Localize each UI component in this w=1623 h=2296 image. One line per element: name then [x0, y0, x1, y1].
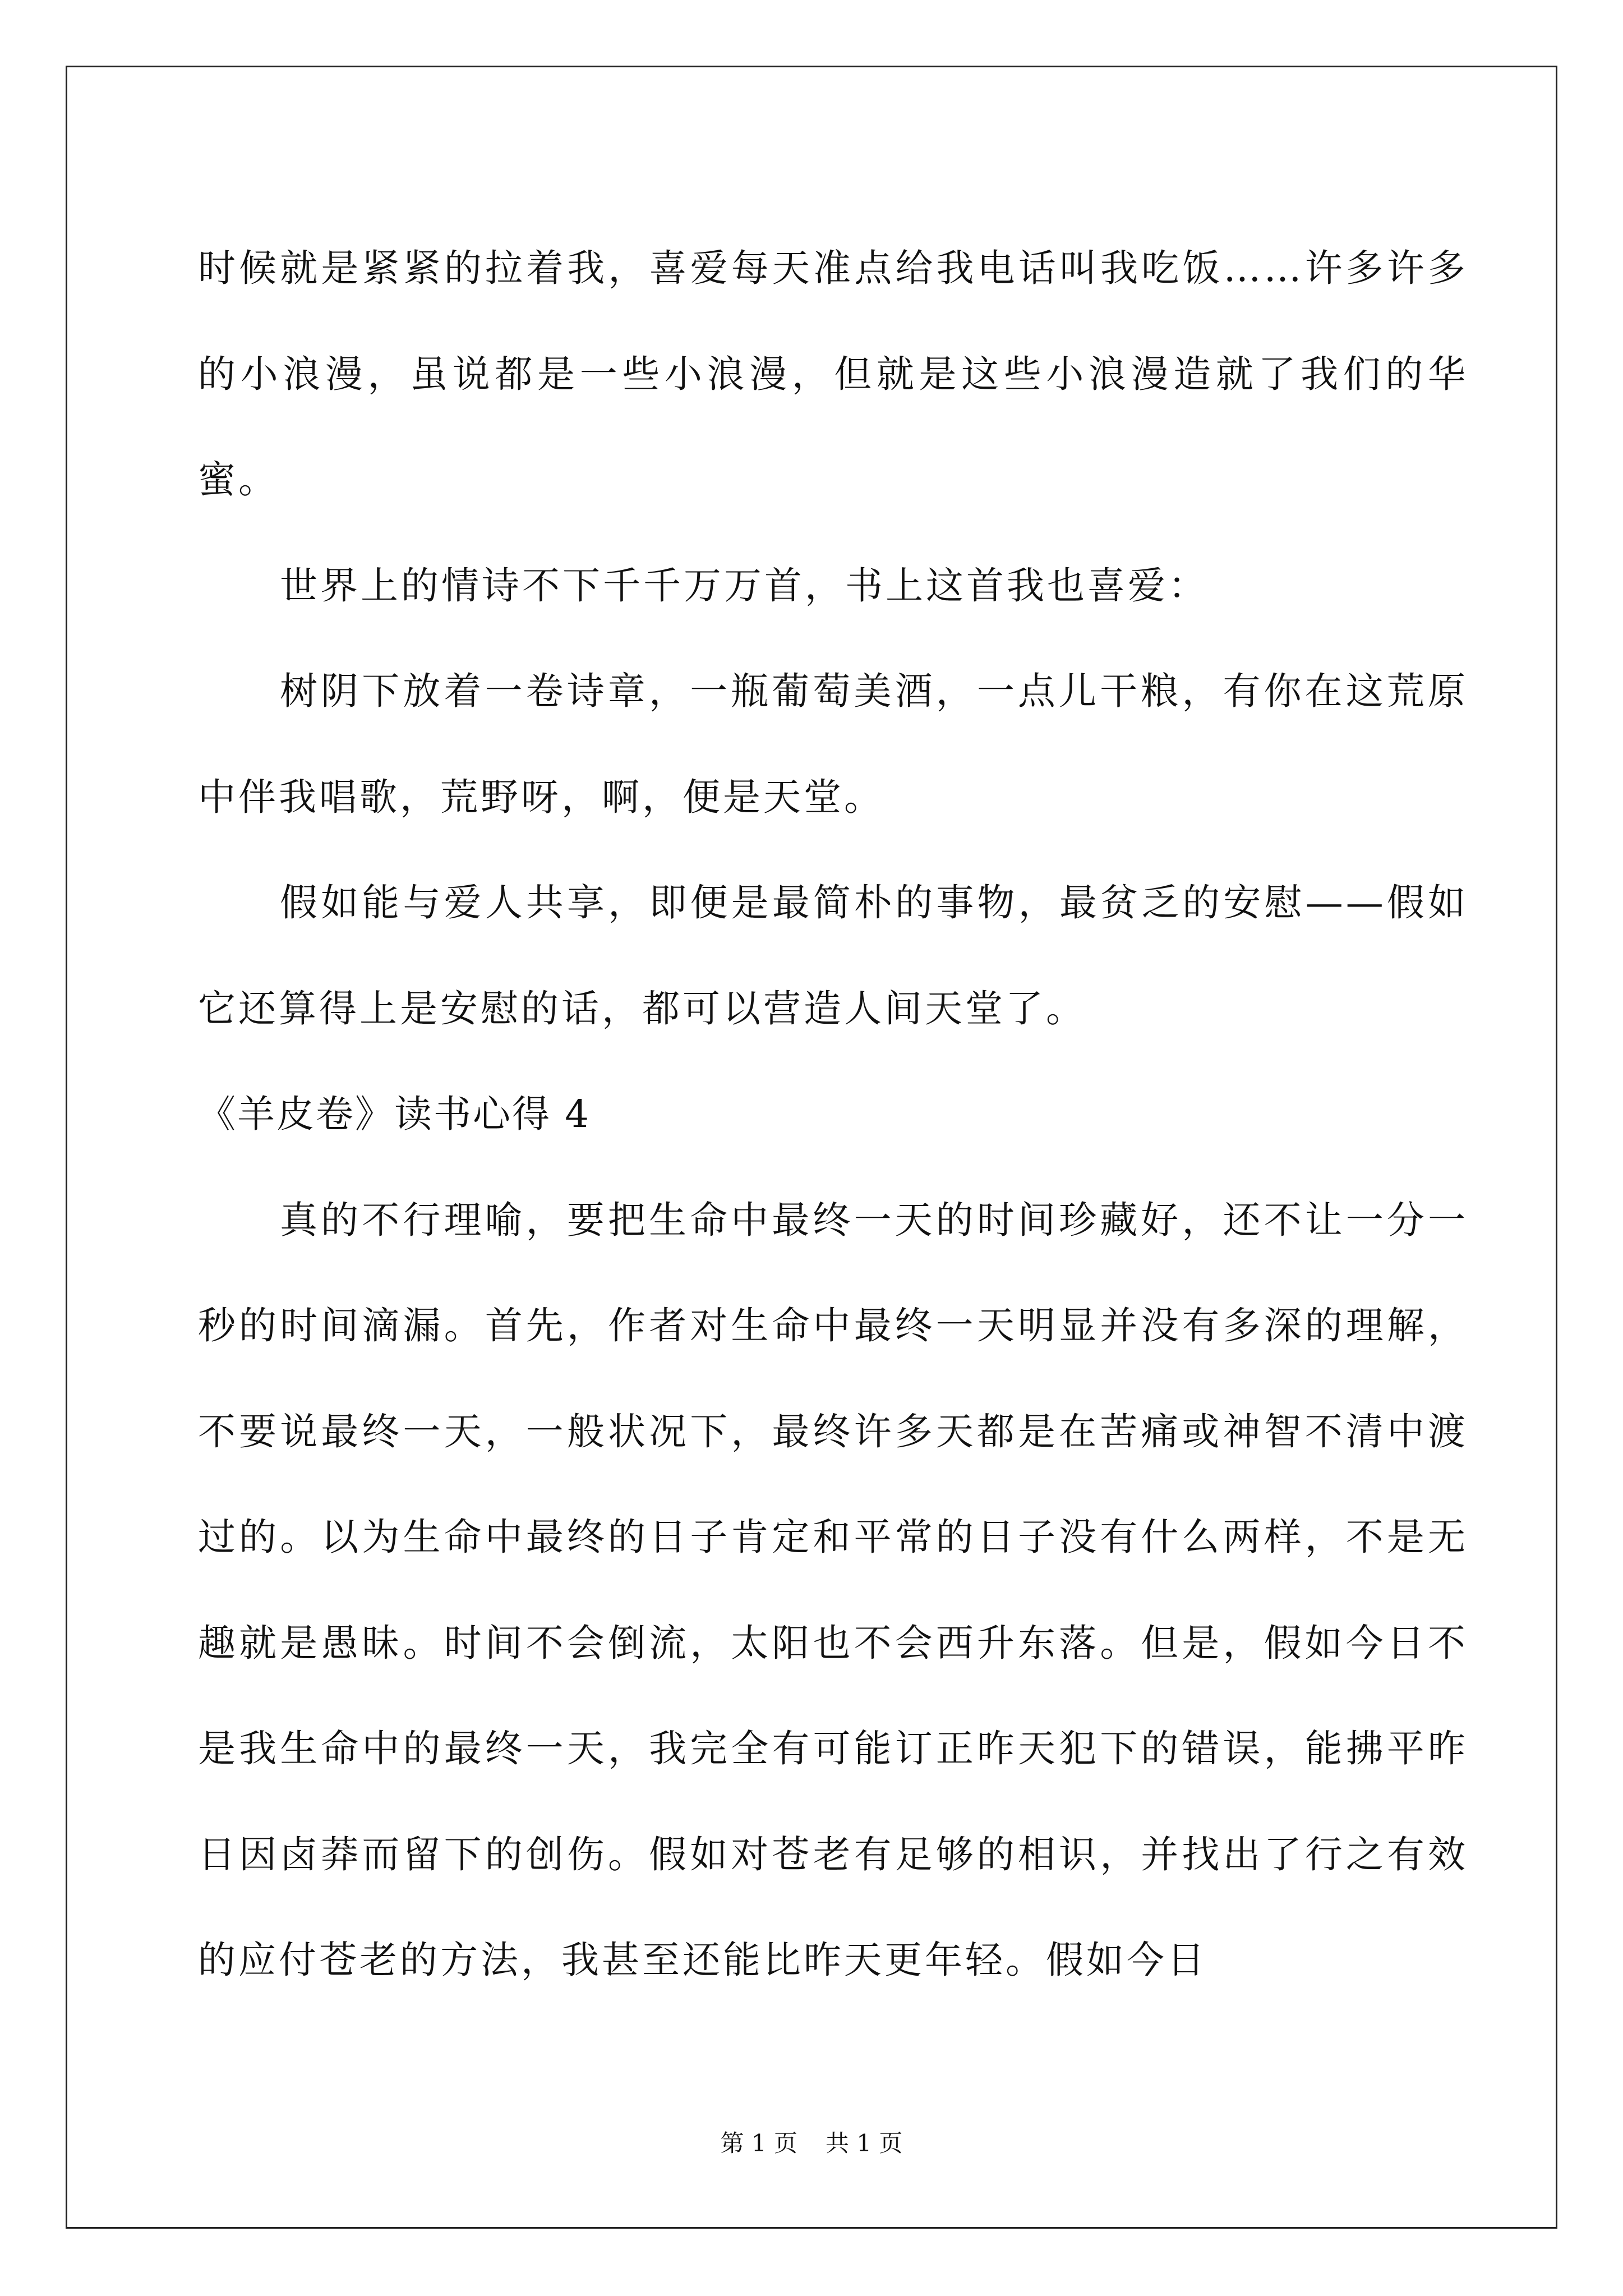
section-heading: 《羊皮卷》读书心得 4 [198, 1092, 591, 1136]
page-number: 第 1 页 [720, 2129, 797, 2157]
page-total: 共 1 页 [826, 2129, 903, 2157]
paragraph-4: 假如能与爱人共享，即便是最简朴的事物，最贫乏的安慰——假如它还算得上是安慰的话，都可以营造人间天堂了。 [198, 881, 1468, 1030]
paragraph-5: 真的不行理喻，要把生命中最终一天的时间珍藏好，还不让一分一秒的时间滴漏。首先，作者对生命中最终一天明显并没有多深的理解，不要说最终一天，一般状况下，最终许多天都是在苦痛或神智不清中渡过的。以为生命中最终的日子肯定和平常的日子没有什么两样，不是无趣就是愚昧。时间不会倒流，太阳也不会西升东落。但是，假如今日不是我生命中的最终一天，我完全有可能订正昨天犯下的错误，能拂平昨日因卤莽而留下的创伤。假如对苍老有足够的相识，并找出了行之有效的应付苍老的方法，我甚至还能比昨天更年轻。假如今日 [198, 1198, 1468, 1982]
page-footer [0, 2127, 1623, 2160]
paragraph-2: 世界上的情诗不下千千万万首，书上这首我也喜爱： [280, 563, 1209, 608]
paragraph-3: 树阴下放着一卷诗章，一瓶葡萄美酒，一点儿干粮，有你在这荒原中伴我唱歌，荒野呀，啊，便是天堂。 [198, 669, 1468, 819]
paragraph-1: 时候就是紧紧的拉着我，喜爱每天准点给我电话叫我吃饭……许多许多的小浪漫，虽说都是一些小浪漫，但就是这些小浪漫造就了我们的华蜜。 [198, 246, 1468, 501]
document-body [198, 215, 1468, 2013]
